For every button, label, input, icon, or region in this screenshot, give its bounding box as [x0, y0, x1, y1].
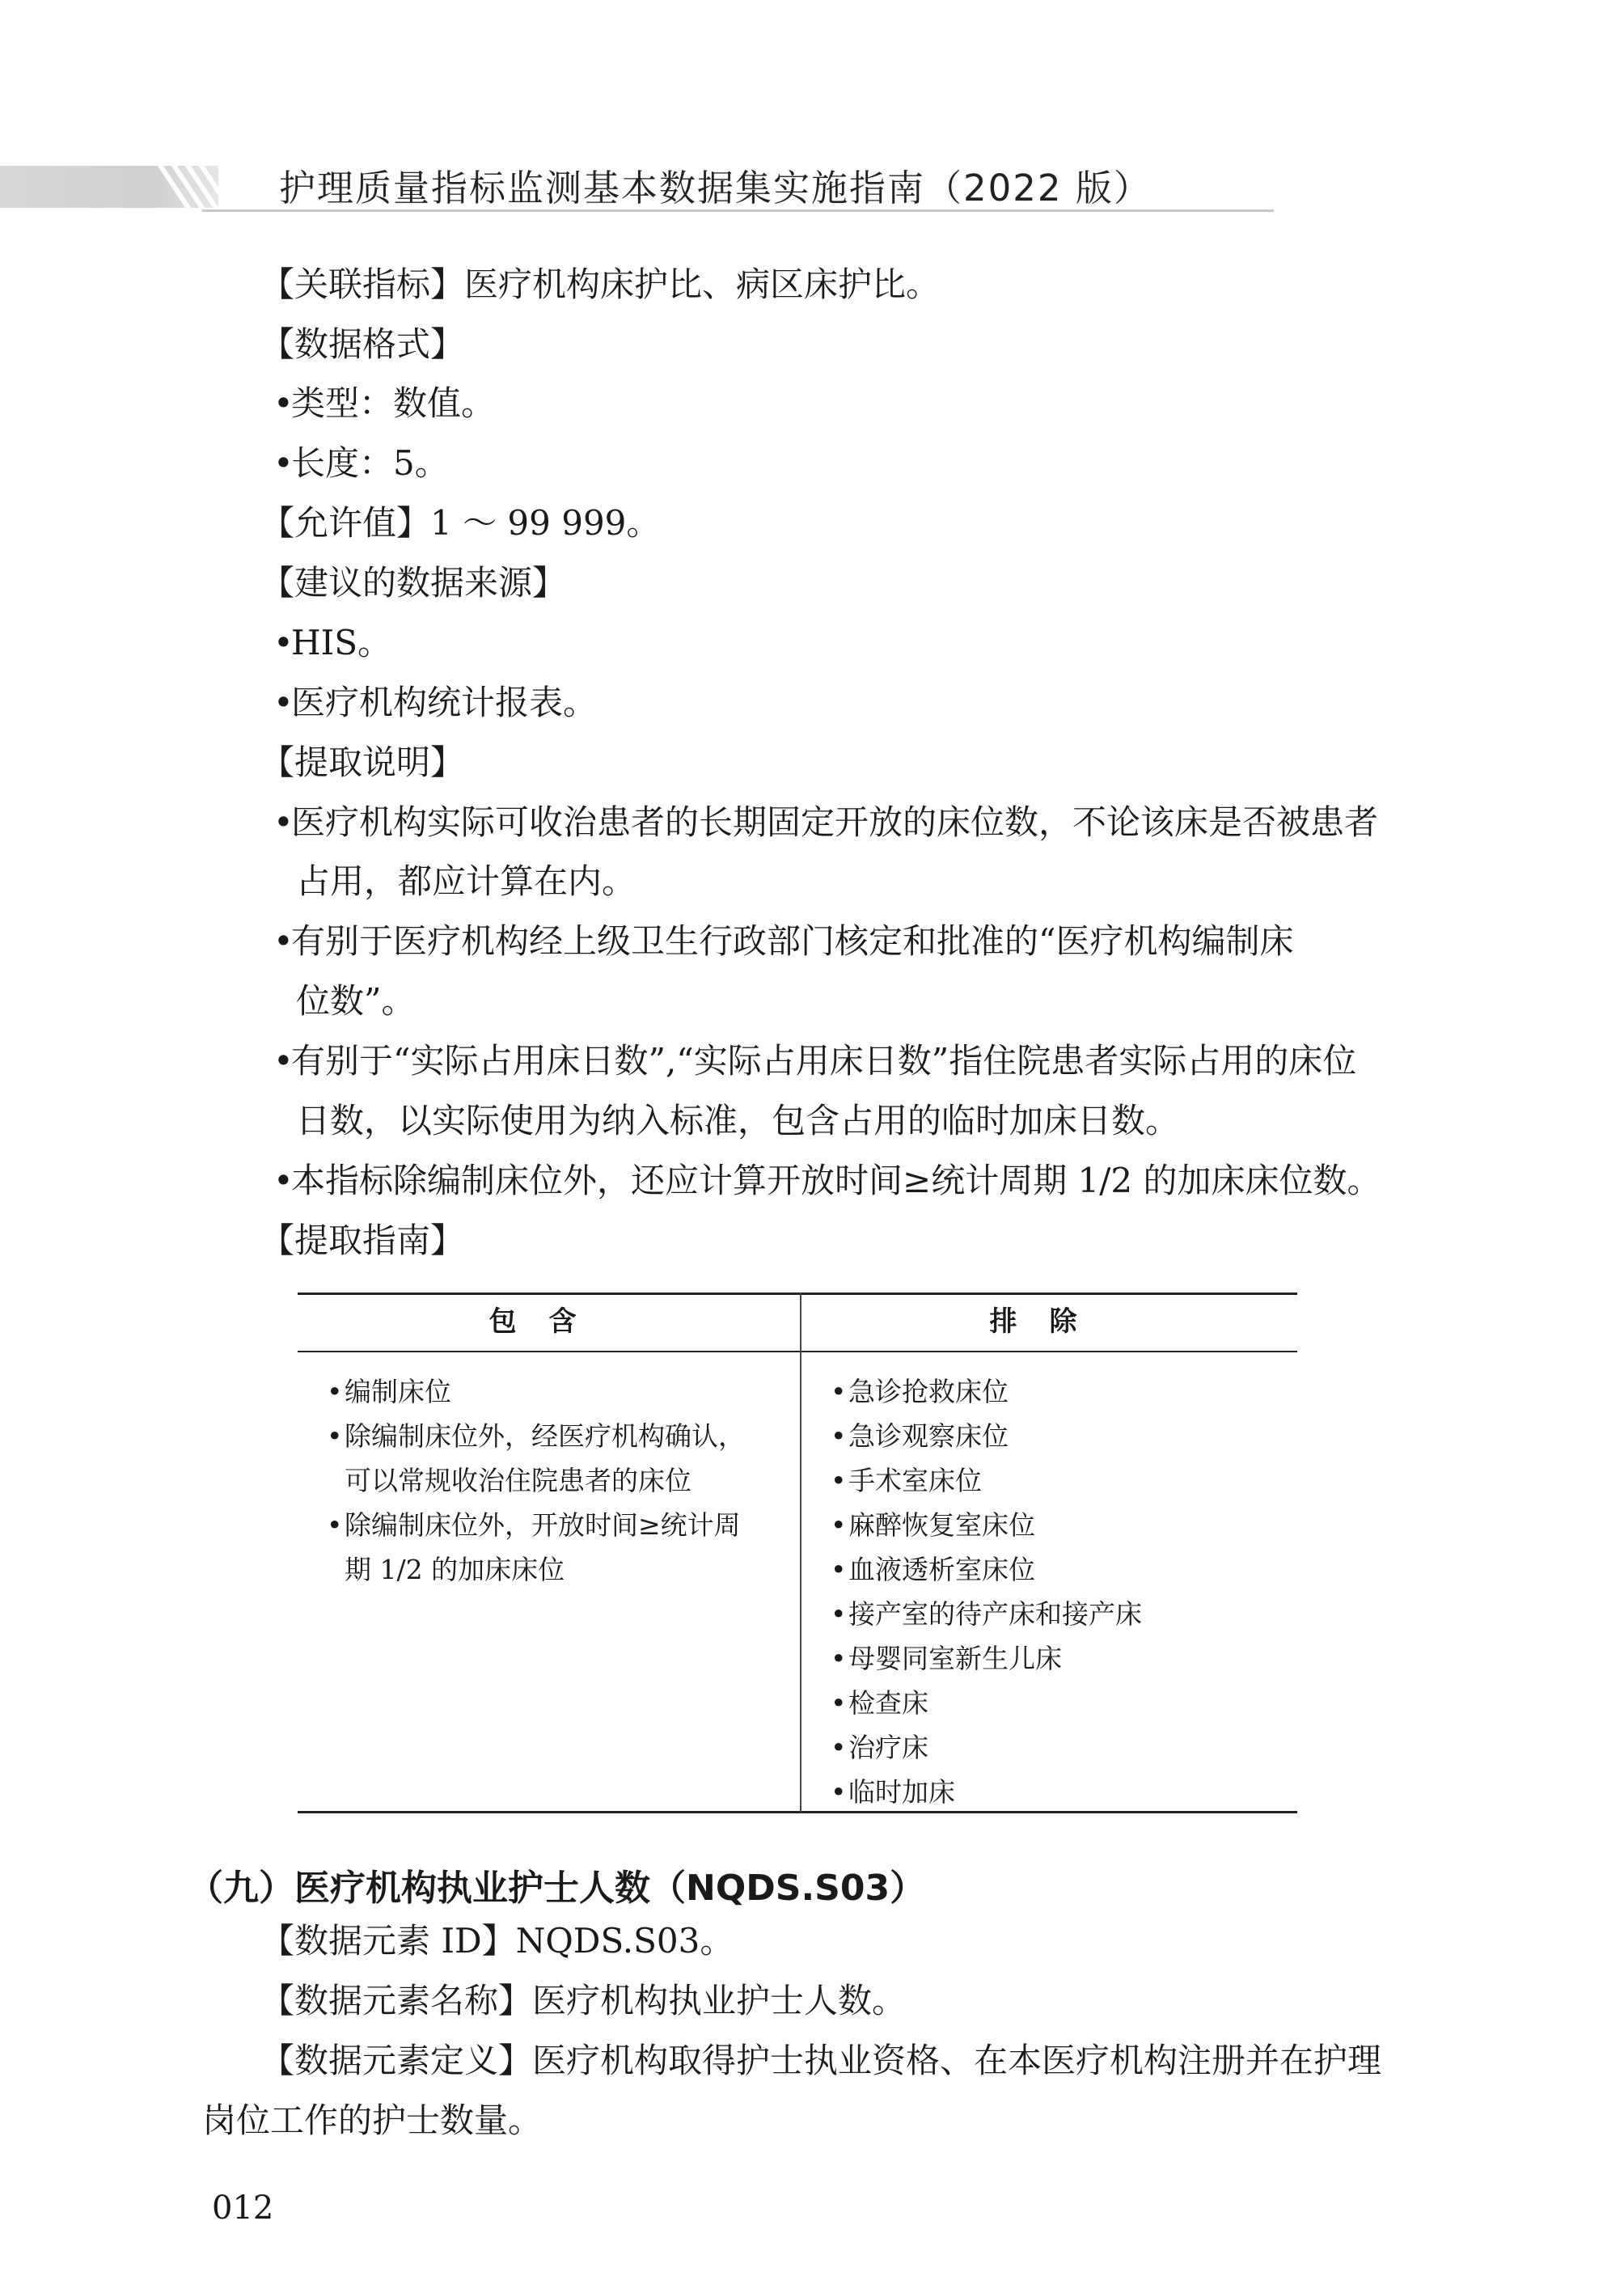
running-header-title: 护理质量指标监测基本数据集实施指南（2022 版） — [279, 167, 1152, 209]
table-bottom-rule — [298, 1811, 1297, 1813]
data-element-definition-continuation: 岗位工作的护士数量。 — [202, 2101, 543, 2140]
bullet-icon: • — [831, 1509, 847, 1541]
bullet-icon: • — [273, 683, 294, 722]
table-header-include: 包含 — [488, 1305, 609, 1338]
header-stripes-decoration — [154, 162, 226, 210]
bullet-icon: • — [273, 802, 294, 842]
header-rule — [202, 209, 1274, 212]
bullet-icon: • — [831, 1643, 847, 1674]
bullet-icon: • — [273, 921, 294, 961]
list-item: •医疗机构实际可收治患者的长期固定开放的床位数，不论该床是否被患者 — [273, 802, 1379, 842]
bullet-icon: • — [327, 1509, 343, 1541]
list-item: •有别于“实际占用床日数”,“实际占用床日数”指住院患者实际占用的床位 — [273, 1041, 1357, 1081]
bullet-icon: • — [831, 1376, 847, 1407]
list-item: •HIS。 — [273, 623, 391, 662]
table-cell-exclude: •母婴同室新生儿床 — [831, 1636, 1062, 1681]
table-cell-exclude: •手术室床位 — [831, 1458, 982, 1503]
list-item-continuation: 占用，都应计算在内。 — [296, 861, 636, 901]
table-cell-exclude: •急诊抢救床位 — [831, 1369, 1009, 1414]
table-cell-include: •除编制床位外，开放时间≥统计周 — [327, 1503, 741, 1547]
list-item-continuation: 位数”。 — [296, 981, 416, 1021]
bullet-icon: • — [273, 443, 294, 483]
bullet-icon: • — [831, 1554, 847, 1585]
data-source-heading: 【建议的数据来源】 — [260, 563, 567, 603]
bullet-icon: • — [273, 1041, 294, 1081]
table-column-divider — [800, 1292, 801, 1813]
table-cell-include: •除编制床位外，经医疗机构确认， — [327, 1414, 745, 1458]
allowed-value-line: 【允许值】1 ～ 99 999。 — [260, 503, 661, 543]
table-header-rule — [298, 1351, 1297, 1352]
list-item: •类型：数值。 — [273, 383, 496, 423]
list-item: •医疗机构统计报表。 — [273, 683, 598, 722]
list-item: •长度：5。 — [273, 443, 449, 483]
extraction-notes-heading: 【提取说明】 — [260, 742, 465, 782]
bullet-icon: • — [831, 1465, 847, 1496]
bullet-icon: • — [273, 623, 294, 662]
table-cell-include-continuation: 可以常规收治住院患者的床位 — [345, 1465, 691, 1496]
section-heading: （九）医疗机构执业护士人数（NQDS.S03） — [188, 1868, 926, 1909]
bullet-icon: • — [831, 1732, 847, 1763]
data-element-name-line: 【数据元素名称】医疗机构执业护士人数。 — [260, 1981, 907, 2020]
table-cell-exclude: •麻醉恢复室床位 — [831, 1503, 1035, 1547]
list-item-continuation: 日数，以实际使用为纳入标准，包含占用的临时加床日数。 — [296, 1101, 1180, 1140]
list-item: •有别于医疗机构经上级卫生行政部门核定和批准的“医疗机构编制床 — [273, 921, 1294, 961]
bullet-icon: • — [831, 1776, 847, 1808]
table-cell-exclude: •接产室的待产床和接产床 — [831, 1592, 1142, 1636]
extraction-guide-heading: 【提取指南】 — [260, 1221, 465, 1260]
table-cell-exclude: •临时加床 — [831, 1770, 955, 1814]
bullet-icon: • — [327, 1376, 343, 1407]
bullet-icon: • — [273, 383, 294, 423]
related-indicator-line: 【关联指标】医疗机构床护比、病区床护比。 — [260, 264, 941, 304]
data-element-definition-line: 【数据元素定义】医疗机构取得护士执业资格、在本医疗机构注册并在护理 — [260, 2041, 1382, 2080]
table-cell-include-continuation: 期 1/2 的加床床位 — [345, 1554, 565, 1585]
table-cell-exclude: •急诊观察床位 — [831, 1414, 1009, 1458]
table-header-exclude: 排除 — [989, 1305, 1110, 1338]
table-cell-include: •编制床位 — [327, 1369, 451, 1414]
bullet-icon: • — [273, 1161, 294, 1200]
data-element-id-line: 【数据元素 ID】NQDS.S03。 — [260, 1921, 734, 1961]
bullet-icon: • — [327, 1420, 343, 1452]
table-cell-exclude: •治疗床 — [831, 1725, 928, 1770]
page-number: 012 — [212, 2189, 274, 2227]
bullet-icon: • — [831, 1598, 847, 1630]
list-item: •本指标除编制床位外，还应计算开放时间≥统计周期 1/2 的加床床位数。 — [273, 1161, 1381, 1200]
bullet-icon: • — [831, 1687, 847, 1719]
table-cell-exclude: •检查床 — [831, 1681, 928, 1725]
data-format-heading: 【数据格式】 — [260, 324, 465, 364]
table-cell-exclude: •血液透析室床位 — [831, 1547, 1035, 1592]
bullet-icon: • — [831, 1420, 847, 1452]
